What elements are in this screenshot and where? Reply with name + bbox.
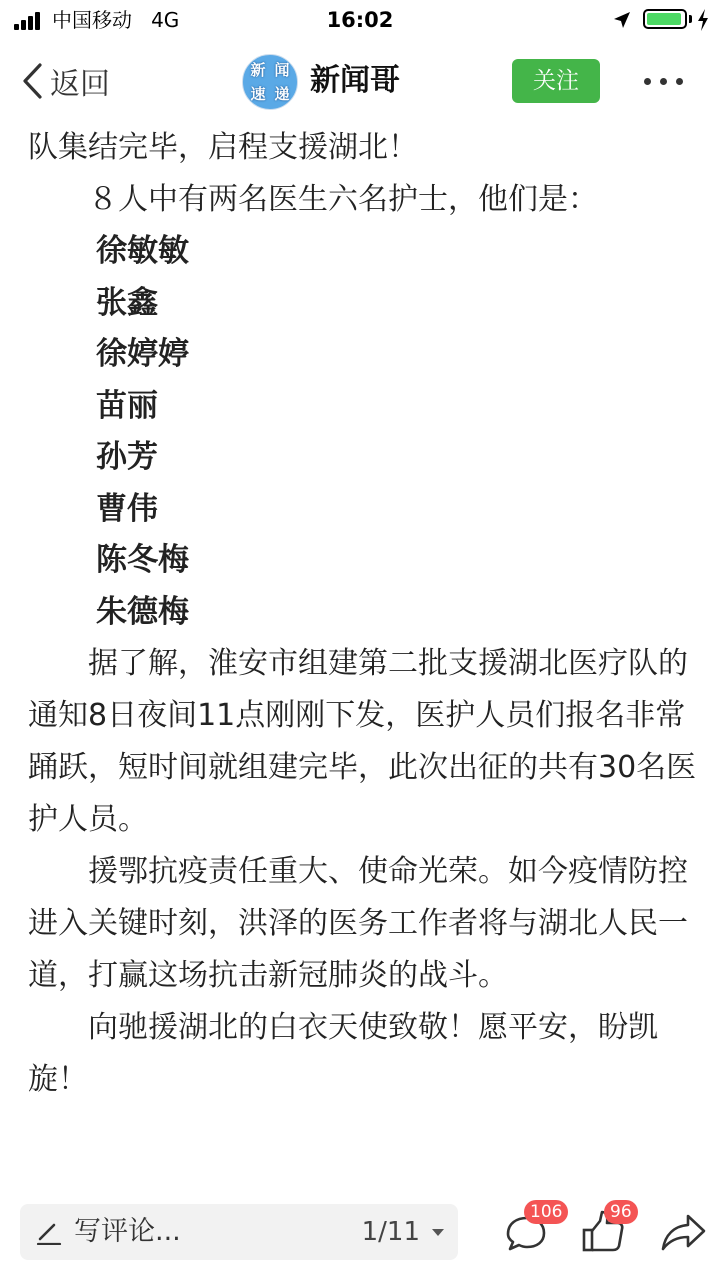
like-button[interactable]	[578, 1204, 634, 1260]
avatar-char: 速	[250, 85, 266, 103]
staff-name: 徐婷婷	[96, 336, 189, 372]
nav-bar	[0, 40, 720, 122]
bottom-bar	[0, 1190, 720, 1280]
more-dots-icon[interactable]	[640, 64, 686, 98]
comment-button[interactable]	[500, 1202, 563, 1260]
article-body	[28, 122, 700, 1106]
page-indicator[interactable]: 1/11	[361, 1217, 420, 1247]
share-icon	[656, 1204, 712, 1260]
comment-placeholder: 写评论...	[74, 1216, 181, 1247]
staff-name: 张鑫	[96, 284, 158, 321]
pencil-icon	[36, 1219, 62, 1245]
staff-name: 曹伟	[96, 490, 158, 527]
follow-button[interactable]: 关注	[512, 59, 600, 103]
battery-icon	[643, 9, 687, 29]
battery-cap	[689, 15, 692, 23]
avatar-char: 递	[274, 85, 290, 103]
avatar-char: 闻	[274, 61, 290, 79]
share-button[interactable]	[656, 1204, 712, 1260]
article-paragraph: 据了解，淮安市组建第二批支援湖北医疗队的通知8日夜间11点刚刚下发，医护人员们报名非常踊跃，短时间就组建完毕，此次出征的共有30名医护人员。	[28, 646, 697, 837]
staff-name: 朱德梅	[96, 593, 189, 630]
account-avatar[interactable]	[242, 54, 298, 110]
comment-input[interactable]	[20, 1204, 458, 1260]
account-name[interactable]: 新闻哥	[310, 63, 400, 98]
chevron-left-icon	[20, 62, 44, 100]
charging-icon	[697, 9, 709, 31]
article-text-continuation: 队集结完毕，启程支援湖北！	[28, 130, 418, 165]
article-intro: ８人中有两名医生六名护士，他们是：	[88, 182, 598, 217]
network-type: 4G	[151, 8, 180, 32]
carrier-name: 中国移动	[52, 8, 132, 32]
staff-name: 陈冬梅	[96, 542, 189, 578]
article-paragraph: 向驰援湖北的白衣天使致敬！愿平安，盼凯旋！	[28, 1010, 658, 1097]
staff-name: 徐敏敏	[96, 233, 189, 269]
back-button[interactable]	[20, 56, 110, 106]
article-paragraph: 援鄂抗疫责任重大、使命光荣。如今疫情防控进入关键时刻，洪泽的医务工作者将与湖北人民一道，打赢这场抗击新冠肺炎的战斗。	[28, 854, 688, 993]
clock: 16:02	[326, 8, 394, 32]
comment-count-badge: 106	[524, 1200, 568, 1224]
avatar-char: 新	[250, 61, 266, 79]
like-count-badge: 96	[604, 1200, 638, 1224]
status-bar	[0, 0, 720, 40]
location-arrow-icon	[612, 10, 632, 30]
staff-name: 孙芳	[96, 439, 158, 475]
back-label: 返回	[50, 67, 110, 102]
staff-name: 苗丽	[96, 387, 158, 424]
caret-down-icon[interactable]	[432, 1229, 444, 1236]
staff-name-list	[28, 226, 700, 638]
